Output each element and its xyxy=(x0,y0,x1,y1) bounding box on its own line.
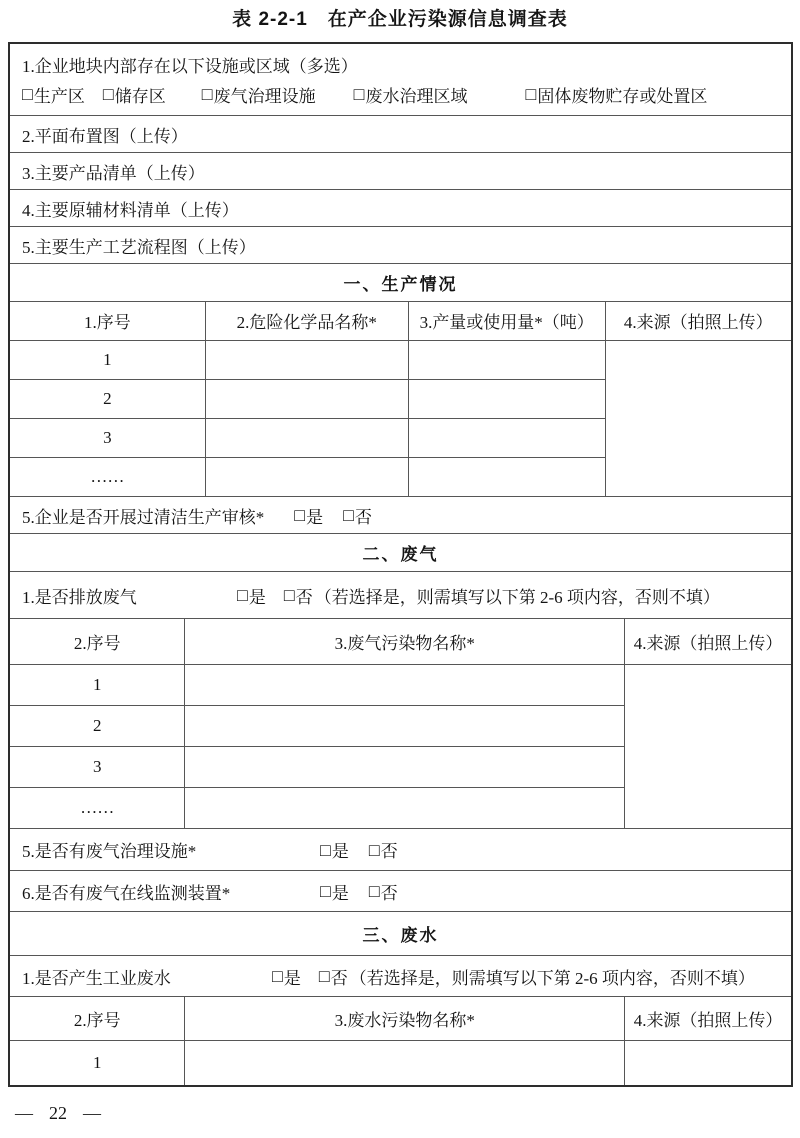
option-solid-waste-area[interactable] xyxy=(526,82,708,107)
facilities-question: 1.企业地块内部存在以下设施或区域（多选） xyxy=(22,57,358,77)
quantity-input-cell[interactable] xyxy=(408,457,605,496)
checkbox-icon[interactable]: □ xyxy=(22,84,33,105)
col-header-gas-pollutant-name: 3.废气污染物名称* xyxy=(185,619,625,664)
col-header-water-pollutant-name: 3.废水污染物名称* xyxy=(185,997,625,1040)
yes-label: 是 xyxy=(331,883,349,903)
col-header-serial: 1.序号 xyxy=(10,302,205,340)
checkbox-icon[interactable]: □ xyxy=(320,881,331,901)
gas-treatment-question: 5.是否有废气治理设施* xyxy=(22,842,197,861)
gas-pollutant-input-cell[interactable] xyxy=(185,746,625,787)
col-header-source: 4.来源（拍照上传） xyxy=(625,997,791,1040)
serial-cell: 3 xyxy=(10,418,205,457)
conditional-fill-note: （若选择是，则需填写以下第 2-6 项内容，否则不填） xyxy=(349,968,755,988)
chemical-name-input-cell[interactable] xyxy=(205,457,408,496)
gas-monitoring-yes-option[interactable] xyxy=(320,879,349,904)
option-label: 固体废物贮存或处置区 xyxy=(537,86,708,106)
audit-no-option[interactable] xyxy=(343,503,372,528)
upload-row-process-flowchart xyxy=(10,226,791,263)
serial-cell: 3 xyxy=(10,746,185,787)
no-label: 否 xyxy=(380,842,398,861)
waste-water-table xyxy=(10,997,791,1085)
gas-emission-question-row xyxy=(10,571,791,618)
gas-pollutant-input-cell[interactable] xyxy=(185,787,625,828)
col-header-quantity: 3.产量或使用量*（吨） xyxy=(408,302,605,340)
no-label: 否 xyxy=(380,883,398,903)
waste-gas-table xyxy=(10,619,791,828)
no-label: 否 xyxy=(295,587,313,607)
upload-row-product-list xyxy=(10,152,791,189)
gas-treatment-yes-option[interactable] xyxy=(320,837,349,862)
table-row xyxy=(10,1040,791,1085)
checkbox-icon[interactable]: □ xyxy=(294,505,306,525)
quantity-input-cell[interactable] xyxy=(408,340,605,379)
row-label: 3.主要产品清单（上传） xyxy=(22,163,205,183)
upload-row-layout-plan xyxy=(10,115,791,152)
yes-label: 是 xyxy=(283,968,301,988)
yes-label: 是 xyxy=(331,842,349,861)
row-label: 2.平面布置图（上传） xyxy=(22,126,188,146)
serial-cell: 1 xyxy=(10,664,185,705)
chemical-name-input-cell[interactable] xyxy=(205,340,408,379)
water-yes-option[interactable] xyxy=(272,964,301,989)
serial-cell: 1 xyxy=(10,1040,185,1085)
waste-water-header-row xyxy=(10,997,791,1040)
water-generation-question: 1.是否产生工业废水 xyxy=(22,968,171,988)
col-header-source: 4.来源（拍照上传） xyxy=(605,302,791,340)
serial-cell: …… xyxy=(10,457,205,496)
facilities-options xyxy=(22,82,779,107)
option-label: 生产区 xyxy=(33,86,85,106)
col-header-chemical-name: 2.危险化学品名称* xyxy=(205,302,408,340)
gas-yes-option[interactable] xyxy=(237,583,266,608)
section-heading-waste-water: 三、废水 xyxy=(10,911,791,955)
waste-water-grid-block xyxy=(10,996,791,1085)
row-label: 4.主要原辅材料清单（上传） xyxy=(22,200,239,220)
waste-gas-header-row xyxy=(10,619,791,664)
audit-question: 5.企业是否开展过清洁生产审核* xyxy=(22,507,265,527)
checkbox-icon[interactable]: □ xyxy=(237,585,248,605)
footer-page-value: 22 xyxy=(49,1103,67,1123)
checkbox-icon[interactable]: □ xyxy=(368,881,380,901)
row-label: 5.主要生产工艺流程图（上传） xyxy=(22,237,256,257)
clean-production-audit-row xyxy=(10,496,791,533)
production-table xyxy=(10,302,791,496)
serial-cell: …… xyxy=(10,787,185,828)
section-heading-waste-gas: 二、废气 xyxy=(10,533,791,571)
footer-right-dash: — xyxy=(83,1103,101,1123)
quantity-input-cell[interactable] xyxy=(408,379,605,418)
checkbox-icon[interactable]: □ xyxy=(272,966,283,986)
production-grid-block xyxy=(10,301,791,496)
page-title: 表 2-2-1 在产企业污染源信息调查表 xyxy=(232,9,568,30)
production-source-upload-cell[interactable] xyxy=(605,340,791,496)
checkbox-icon[interactable]: □ xyxy=(525,84,537,105)
checkbox-icon[interactable]: □ xyxy=(368,839,380,860)
table-row xyxy=(10,664,791,705)
option-label: 储存区 xyxy=(114,86,166,106)
facilities-row xyxy=(10,44,791,115)
water-pollutant-input-cell[interactable] xyxy=(185,1040,625,1085)
footer-left-dash: — xyxy=(15,1103,33,1123)
checkbox-icon[interactable]: □ xyxy=(201,84,213,105)
table-row xyxy=(10,340,791,379)
gas-treatment-facility-row xyxy=(10,828,791,870)
option-water-treatment-area[interactable] xyxy=(354,82,468,107)
option-gas-treatment-facility[interactable] xyxy=(202,82,316,107)
audit-yes-option[interactable] xyxy=(294,503,323,528)
serial-cell: 2 xyxy=(10,379,205,418)
col-header-source: 4.来源（拍照上传） xyxy=(625,619,791,664)
gas-pollutant-input-cell[interactable] xyxy=(185,705,625,746)
gas-emission-question: 1.是否排放废气 xyxy=(22,587,137,607)
water-no-option[interactable] xyxy=(319,964,348,989)
water-source-upload-cell[interactable] xyxy=(625,1040,791,1085)
option-label: 废水治理区域 xyxy=(365,86,468,106)
checkbox-icon[interactable]: □ xyxy=(283,585,295,605)
no-label: 否 xyxy=(330,968,348,988)
option-storage-area[interactable] xyxy=(103,82,166,107)
serial-cell: 1 xyxy=(10,340,205,379)
chemical-name-input-cell[interactable] xyxy=(205,379,408,418)
chemical-name-input-cell[interactable] xyxy=(205,418,408,457)
section-heading-production: 一、生产情况 xyxy=(10,263,791,301)
option-label: 废气治理设施 xyxy=(213,86,316,106)
upload-row-raw-materials xyxy=(10,189,791,226)
quantity-input-cell[interactable] xyxy=(408,418,605,457)
production-header-row xyxy=(10,302,791,340)
serial-cell: 2 xyxy=(10,705,185,746)
gas-no-option[interactable] xyxy=(284,583,313,608)
water-generation-question-row xyxy=(10,955,791,996)
gas-source-upload-cell[interactable] xyxy=(625,664,791,828)
gas-pollutant-input-cell[interactable] xyxy=(185,664,625,705)
no-label: 否 xyxy=(355,507,372,527)
col-header-serial: 2.序号 xyxy=(10,619,185,664)
gas-online-monitoring-row xyxy=(10,870,791,911)
survey-table xyxy=(8,42,793,1087)
gas-monitoring-question: 6.是否有废气在线监测装置* xyxy=(22,883,231,903)
page-number xyxy=(15,1103,101,1124)
checkbox-icon[interactable]: □ xyxy=(318,966,330,986)
checkbox-icon[interactable]: □ xyxy=(343,505,354,525)
gas-treatment-no-option[interactable] xyxy=(369,837,398,862)
col-header-serial: 2.序号 xyxy=(10,997,185,1040)
option-production-area[interactable] xyxy=(22,82,85,107)
yes-label: 是 xyxy=(306,507,324,527)
gas-monitoring-no-option[interactable] xyxy=(369,879,398,904)
conditional-fill-note: （若选择是，则需填写以下第 2-6 项内容，否则不填） xyxy=(314,587,720,607)
yes-label: 是 xyxy=(248,587,266,607)
checkbox-icon[interactable]: □ xyxy=(320,839,331,860)
waste-gas-grid-block xyxy=(10,618,791,828)
checkbox-icon[interactable]: □ xyxy=(353,84,365,105)
checkbox-icon[interactable]: □ xyxy=(102,84,114,105)
